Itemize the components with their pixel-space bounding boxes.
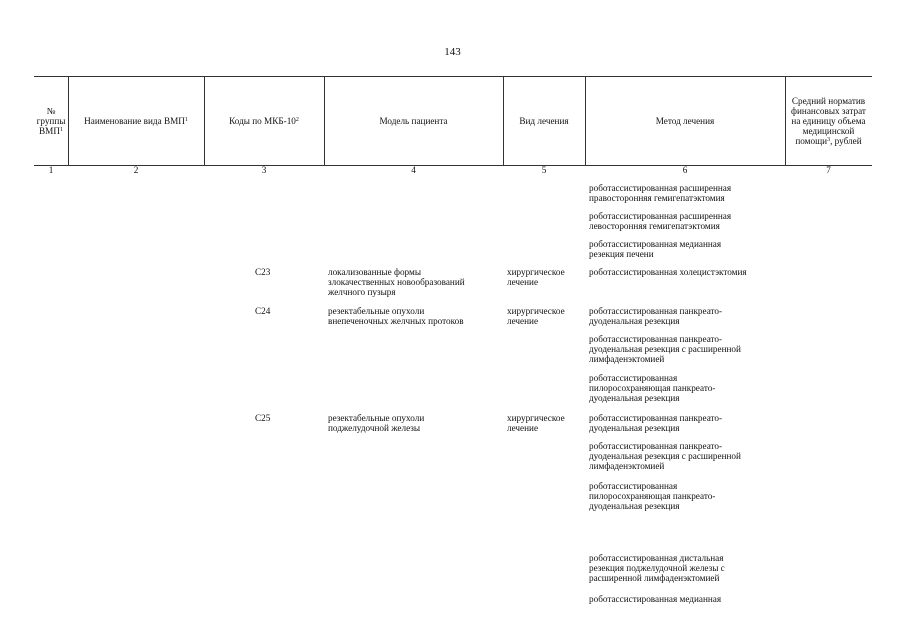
header-icd-codes: Коды по МКБ-$10^2$ (229, 116, 299, 126)
method-cell: роботассистированная пилоросохраняющая панкреато- дуоденальная резекция (589, 373, 716, 403)
icd-code-cell: C25 (255, 413, 271, 423)
column-number-4: 4 (411, 165, 416, 175)
icd-code-cell: C24 (255, 306, 271, 316)
method-cell: роботассистированная панкреато- дуоденальная резекция с расширенной лимфаденэктомией (589, 441, 741, 471)
method-cell: роботассистированная панкреато- дуоденальная резекция (589, 413, 723, 433)
patient-model-cell: резектабельные опухоли внепеченочных желчных протоков (328, 306, 464, 326)
method-cell: роботассистированная медианная (589, 594, 722, 604)
treatment-type-cell: хирургическое лечение (507, 267, 565, 287)
method-cell: роботассистированная расширенная правосторонняя гемигепатэктомия (589, 183, 732, 203)
method-cell: роботассистированная пилоросохраняющая панкреато- дуоденальная резекция (589, 481, 716, 511)
method-cell: роботассистированная расширенная левосторонняя гемигепатэктомия (589, 211, 732, 231)
method-cell: роботассистированная холецистэктомия (589, 267, 747, 277)
page-number: 143 (444, 46, 461, 58)
column-number-2: 2 (133, 165, 139, 175)
header-treatment-type: Вид лечения (519, 116, 569, 126)
column-number-7: 7 (826, 165, 831, 175)
header-vmp-name: Наименование вида ВМП$^1$ (84, 116, 188, 126)
header-group-number: № группы ВМП$^1$ (36, 106, 66, 136)
icd-code-cell: C23 (255, 267, 271, 277)
column-number-6: 6 (682, 165, 688, 175)
method-cell: роботассистированная медианная резекция печени (589, 239, 722, 259)
patient-model-cell: резектабельные опухоли поджелудочной железы (328, 413, 425, 433)
treatment-type-cell: хирургическое лечение (507, 413, 565, 433)
column-number-1: 1 (48, 165, 54, 175)
header-cost-norm: Средний норматив финансовых затрат на единицу объема медицинской помощи$^3$, рублей (791, 96, 866, 146)
header-treatment-method: Метод лечения (655, 116, 715, 126)
method-cell: роботассистированная дистальная резекция поджелудочной железы с расширенной лимфаденэктомией (589, 553, 725, 583)
method-cell: роботассистированная панкреато- дуоденальная резекция (589, 306, 723, 326)
column-number-5: 5 (541, 165, 547, 175)
method-cell: роботассистированная панкреато- дуоденальная резекция с расширенной лимфаденэктомией (589, 334, 741, 364)
table-header (34, 76, 872, 166)
patient-model-cell: локализованные формы злокачественных новообразований желчного пузыря (328, 267, 465, 297)
column-number-3: 3 (261, 165, 267, 175)
treatment-type-cell: хирургическое лечение (507, 306, 565, 326)
column-number-row (34, 164, 872, 176)
header-patient-model: Модель пациента (379, 116, 448, 126)
